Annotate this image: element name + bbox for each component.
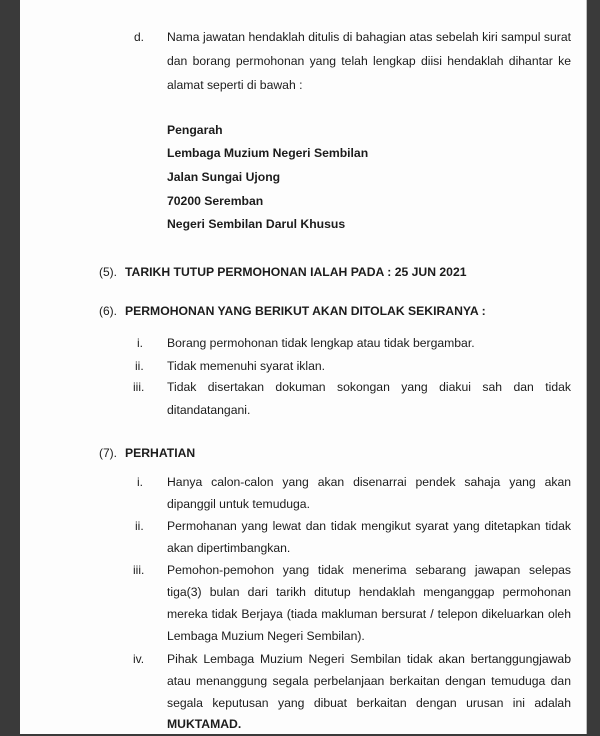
item-d-line: dan borang permohonan yang telah lengkap diisi hendaklah dihantar ke	[167, 54, 571, 68]
section-7-heading: PERHATIAN	[125, 446, 196, 460]
section-7-number: (7).	[99, 446, 117, 460]
section-7-item-line: MUKTAMAD.	[167, 717, 242, 731]
section-7-item-marker: iv.	[133, 652, 145, 666]
section-6-item-marker: iii.	[133, 380, 145, 394]
section-7-item-marker: i.	[137, 475, 143, 489]
section-7-item-line: segala keputusan yang dibuat berkaitan dengan urusan ini adalah	[167, 696, 571, 710]
section-7-item-line: Pihak Lembaga Muzium Negeri Sembilan tidak akan bertanggungjawab	[167, 652, 571, 666]
section-5-heading: TARIKH TUTUP PERMOHONAN IALAH PADA : 25 JUN 2021	[125, 265, 467, 279]
address-line: Lembaga Muzium Negeri Sembilan	[167, 146, 369, 160]
item-d-line: alamat seperti di bawah :	[167, 78, 303, 92]
section-6-item-line: Borang permohonan tidak lengkap atau tidak bergambar.	[167, 336, 475, 350]
item-d-marker: d.	[134, 30, 145, 44]
address-line: Jalan Sungai Ujong	[167, 170, 281, 184]
section-7-item-marker: ii.	[135, 519, 144, 533]
section-7-item-line: akan dipertimbangkan.	[167, 541, 291, 555]
item-d-line: Nama jawatan hendaklah ditulis di bahagian atas sebelah kiri sampul surat	[167, 30, 571, 44]
address-line: Negeri Sembilan Darul Khusus	[167, 217, 346, 231]
section-7-item-line: mereka tidak Berjaya (tiada makluman bersurat / telepon dikeluarkan oleh	[167, 607, 571, 621]
section-7-item-marker: iii.	[133, 563, 145, 577]
section-6-item-marker: ii.	[135, 359, 144, 373]
section-6-item-marker: i.	[137, 336, 143, 350]
address-line: 70200 Seremban	[167, 194, 264, 208]
section-7-item-line: tiga(3) bulan dari tarikh ditutup hendaklah menganggap permohonan	[167, 585, 571, 599]
section-7-item-line: atau menanggung segala perbelanjaan berkaitan dengan temuduga dan	[167, 674, 571, 688]
section-6-item-line: ditandatangani.	[167, 403, 251, 417]
section-7-item-line: Lembaga Muzium Negeri Sembilan).	[167, 629, 365, 643]
section-6-item-line: Tidak memenuhi syarat iklan.	[167, 359, 326, 373]
section-7-item-line: Pemohon-pemohon yang tidak menerima sebarang jawapan selepas	[167, 563, 571, 577]
section-6-item-line: Tidak disertakan dokuman sokongan yang diakui sah dan tidak	[167, 380, 571, 394]
section-5-number: (5).	[99, 265, 117, 279]
section-6-heading: PERMOHONAN YANG BERIKUT AKAN DITOLAK SEKIRANYA :	[125, 304, 486, 318]
section-7-item-line: Hanya calon-calon yang akan disenarrai pendek sahaja yang akan	[167, 475, 571, 489]
section-7-item-line: dipanggil untuk temuduga.	[167, 497, 310, 511]
address-line: Pengarah	[167, 123, 223, 137]
section-6-number: (6).	[99, 304, 117, 318]
section-7-item-line: Permohanan yang lewat dan tidak mengikut syarat yang ditetapkan tidak	[167, 519, 571, 533]
document-page	[20, 0, 587, 734]
